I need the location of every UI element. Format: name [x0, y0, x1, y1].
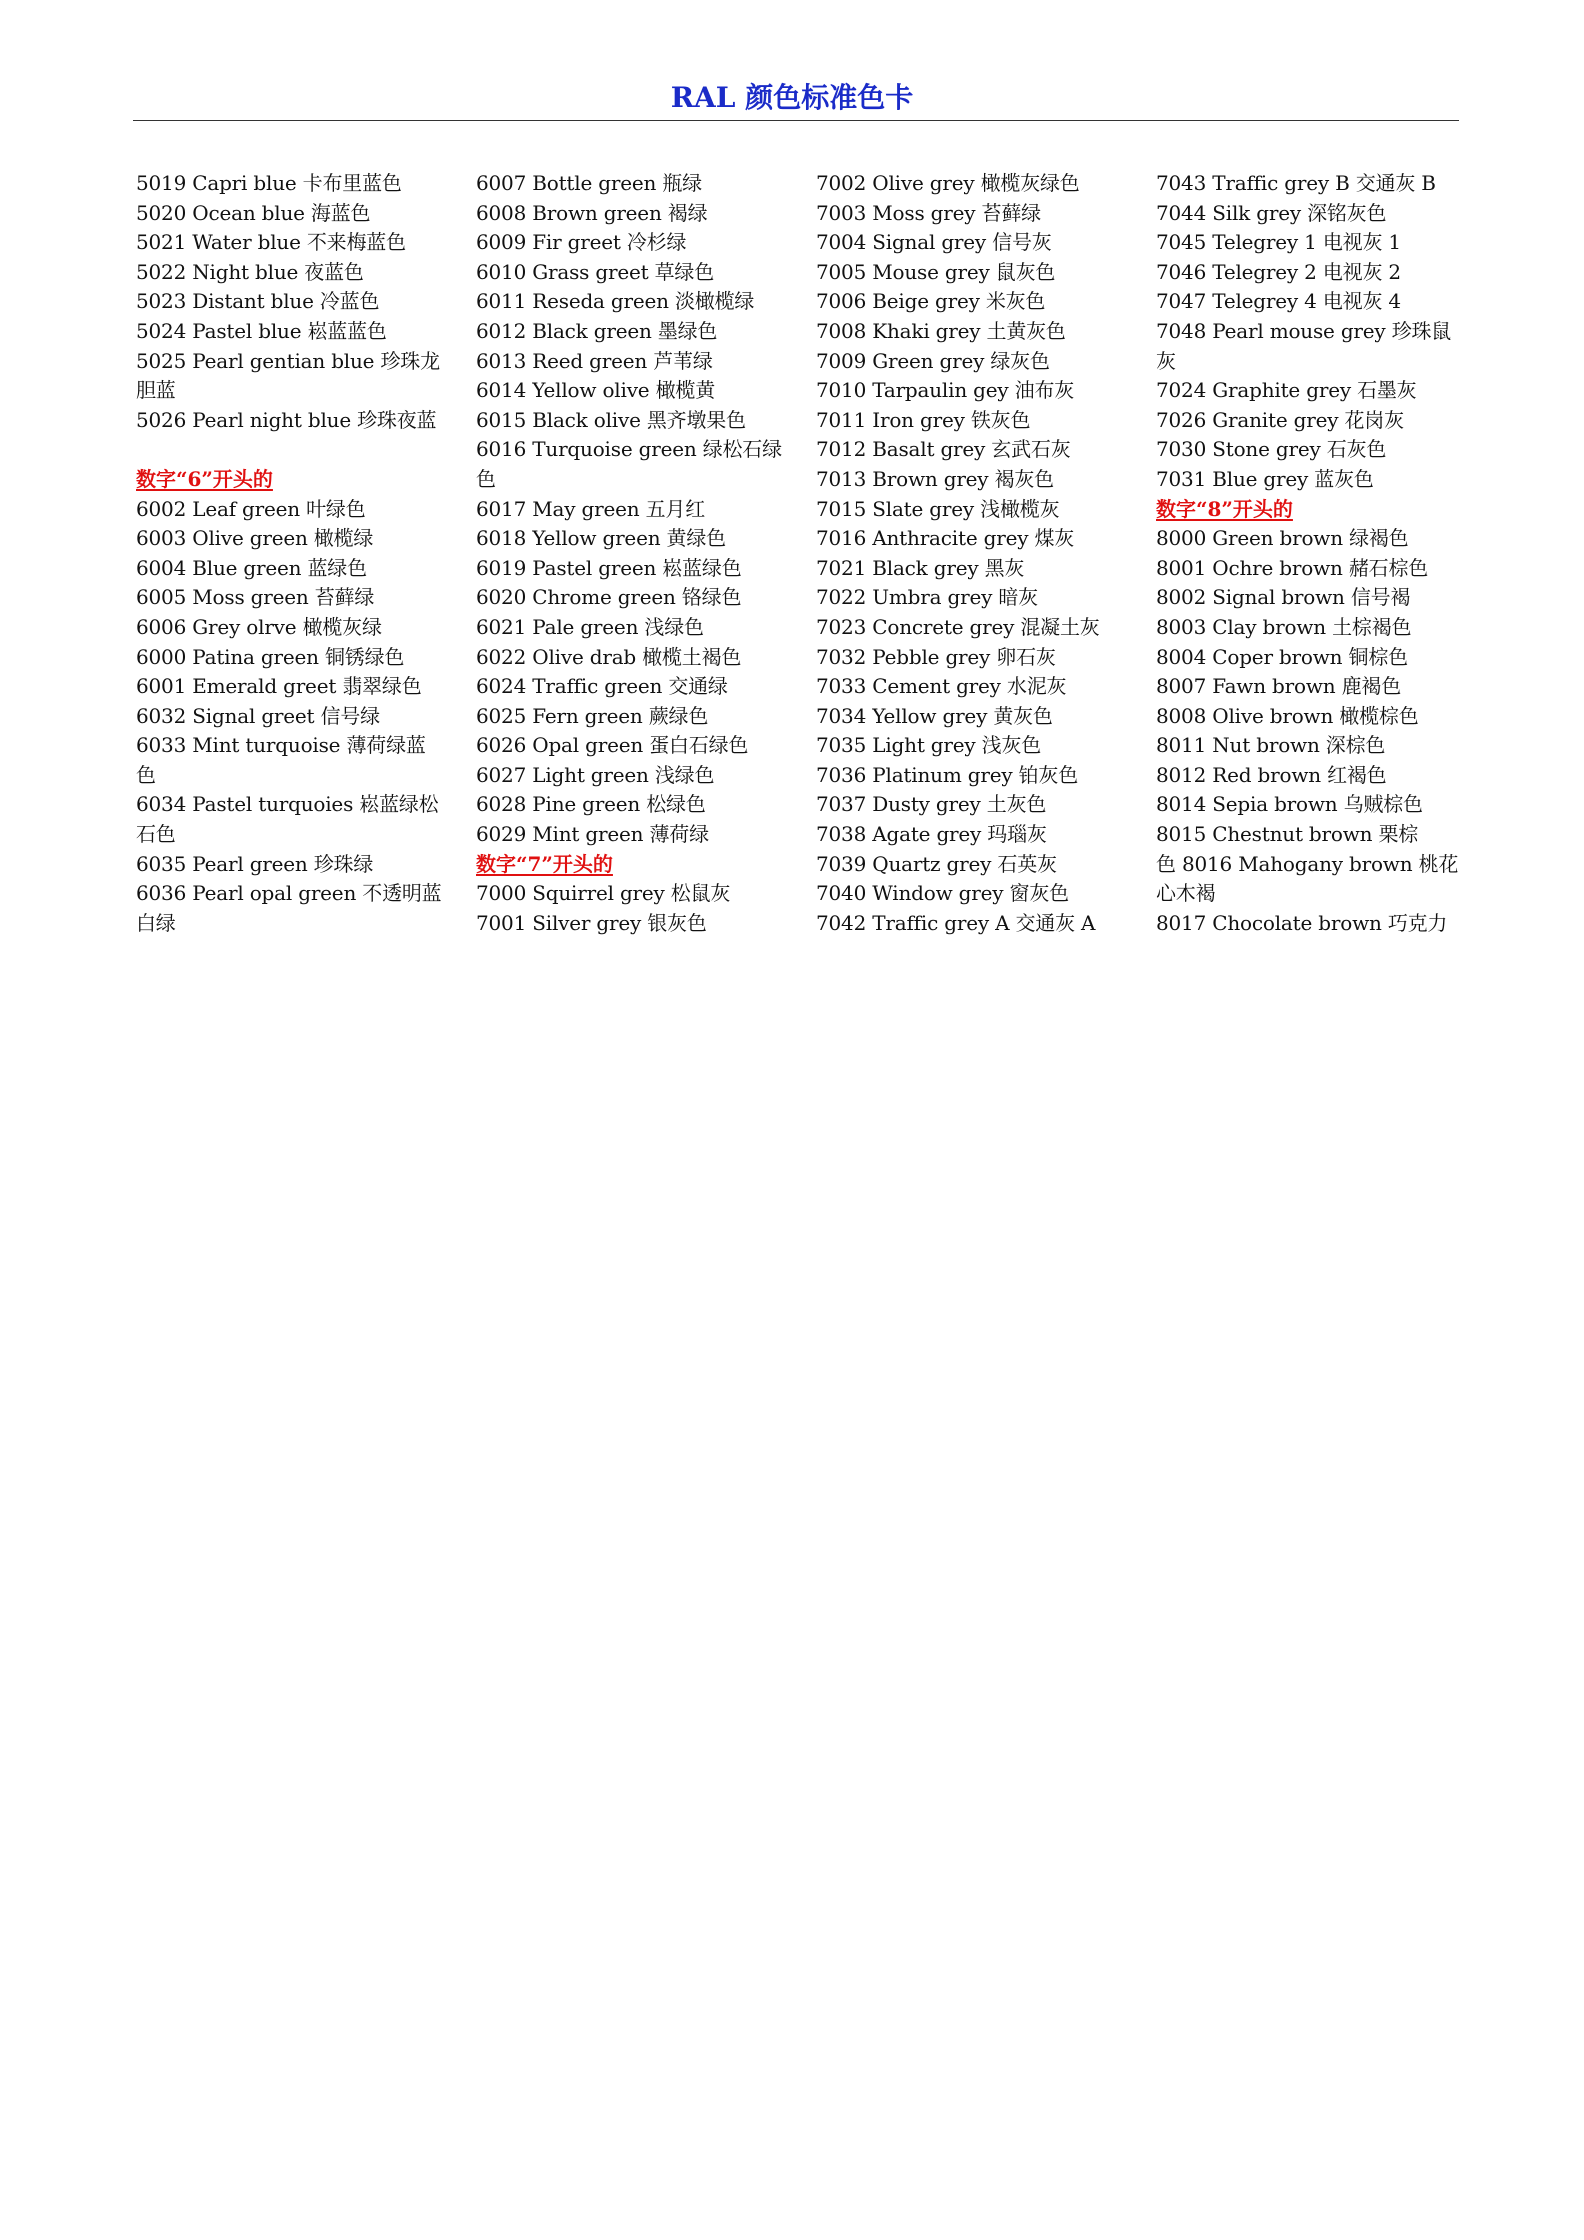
color-entry: 6024 Traffic green 交通绿	[476, 674, 728, 699]
color-entry: 6015 Black olive 黑齐墩果色	[476, 407, 746, 432]
color-entry: 6013 Reed green 芦苇绿	[476, 348, 713, 373]
color-entry: 6035 Pearl green 珍珠绿	[136, 851, 374, 876]
color-entry: 7032 Pebble grey 卵石灰	[816, 644, 1056, 669]
color-entry: 7039 Quartz grey 石英灰	[816, 851, 1057, 876]
color-entry: 6018 Yellow green 黄绿色	[476, 526, 726, 551]
color-entry: 7000 Squirrel grey 松鼠灰	[476, 881, 731, 906]
color-entry: 6009 Fir greet 冷杉绿	[476, 230, 687, 255]
color-column-2	[476, 169, 782, 938]
section-heading: 数字“6”开头的	[136, 466, 273, 491]
color-entry: 6032 Signal greet 信号绿	[136, 703, 380, 728]
blank-line	[136, 435, 436, 465]
color-entry: 色	[476, 466, 496, 491]
color-entry: 7034 Yellow grey 黄灰色	[816, 703, 1053, 728]
color-entry: 7036 Platinum grey 铂灰色	[816, 762, 1079, 787]
color-entry: 白绿	[136, 910, 176, 935]
color-entry: 7047 Telegrey 4 电视灰 4	[1156, 289, 1401, 314]
color-entry: 8012 Red brown 红褐色	[1156, 762, 1387, 787]
color-entry: 6016 Turquoise green 绿松石绿	[476, 437, 782, 462]
color-entry: 5023 Distant blue 冷蓝色	[136, 289, 380, 314]
color-entry: 5025 Pearl gentian blue 珍珠龙	[136, 348, 440, 373]
color-entry: 6020 Chrome green 铬绿色	[476, 585, 742, 610]
title-divider	[133, 120, 1459, 121]
color-entry: 7003 Moss grey 苔藓绿	[816, 200, 1041, 225]
color-entry: 6028 Pine green 松绿色	[476, 792, 706, 817]
color-entry: 7012 Basalt grey 玄武石灰	[816, 437, 1071, 462]
color-entry: 8001 Ochre brown 赭石棕色	[1156, 555, 1429, 580]
color-entry: 6006 Grey olrve 橄榄灰绿	[136, 614, 382, 639]
color-column-1	[136, 169, 442, 938]
color-entry: 8007 Fawn brown 鹿褐色	[1156, 674, 1402, 699]
color-entry: 5026 Pearl night blue 珍珠夜蓝	[136, 407, 437, 432]
color-entry: 8011 Nut brown 深棕色	[1156, 733, 1386, 758]
color-entry: 6019 Pastel green 崧蓝绿色	[476, 555, 742, 580]
color-entry: 7004 Signal grey 信号灰	[816, 230, 1052, 255]
color-entry: 6011 Reseda green 淡橄榄绿	[476, 289, 755, 314]
color-entry: 5024 Pastel blue 崧蓝蓝色	[136, 318, 387, 343]
color-entry: 7037 Dusty grey 土灰色	[816, 792, 1047, 817]
color-entry: 8003 Clay brown 土棕褐色	[1156, 614, 1412, 639]
color-entry: 7013 Brown grey 褐灰色	[816, 466, 1054, 491]
color-entry: 8008 Olive brown 橄榄棕色	[1156, 703, 1419, 728]
color-entry: 7040 Window grey 窗灰色	[816, 881, 1069, 906]
color-entry: 6033 Mint turquoise 薄荷绿蓝	[136, 733, 426, 758]
color-entry: 6022 Olive drab 橄榄土褐色	[476, 644, 742, 669]
color-entry: 8002 Signal brown 信号褐	[1156, 585, 1411, 610]
color-entry: 7044 Silk grey 深铭灰色	[1156, 200, 1387, 225]
color-entry: 7031 Blue grey 蓝灰色	[1156, 466, 1374, 491]
color-entry: 色	[136, 762, 156, 787]
color-entry: 5022 Night blue 夜蓝色	[136, 259, 364, 284]
color-entry: 7021 Black grey 黑灰	[816, 555, 1025, 580]
color-entry: 石色	[136, 822, 176, 847]
color-entry: 6010 Grass greet 草绿色	[476, 259, 715, 284]
color-entry: 6012 Black green 墨绿色	[476, 318, 718, 343]
color-entry: 7015 Slate grey 浅橄榄灰	[816, 496, 1060, 521]
color-entry: 7033 Cement grey 水泥灰	[816, 674, 1067, 699]
color-entry: 8000 Green brown 绿褐色	[1156, 526, 1409, 551]
color-entry: 6004 Blue green 蓝绿色	[136, 555, 367, 580]
section-heading: 数字“8”开头的	[1156, 496, 1293, 521]
color-entry: 7011 Iron grey 铁灰色	[816, 407, 1031, 432]
color-entry: 6017 May green 五月红	[476, 496, 705, 521]
color-entry: 7005 Mouse grey 鼠灰色	[816, 259, 1056, 284]
color-entry: 7046 Telegrey 2 电视灰 2	[1156, 259, 1401, 284]
color-entry: 7008 Khaki grey 土黄灰色	[816, 318, 1066, 343]
color-entry: 6008 Brown green 褐绿	[476, 200, 708, 225]
color-entry: 5019 Capri blue 卡布里蓝色	[136, 171, 402, 195]
color-entry: 灰	[1156, 348, 1176, 373]
page-title: RAL 颜色标准色卡	[670, 81, 914, 114]
color-entry: 7048 Pearl mouse grey 珍珠鼠	[1156, 318, 1452, 343]
color-entry: 7016 Anthracite grey 煤灰	[816, 526, 1075, 551]
color-entry: 7024 Graphite grey 石墨灰	[1156, 378, 1417, 403]
color-entry: 7001 Silver grey 银灰色	[476, 910, 707, 935]
color-entry: 7030 Stone grey 石灰色	[1156, 437, 1387, 462]
color-entry: 7009 Green grey 绿灰色	[816, 348, 1050, 373]
color-entry: 6029 Mint green 薄荷绿	[476, 822, 709, 847]
color-entry: 5021 Water blue 不来梅蓝色	[136, 230, 406, 255]
section-heading: 数字“7”开头的	[476, 851, 613, 876]
color-entry: 色 8016 Mahogany brown 桃花	[1156, 851, 1459, 876]
color-entry: 8004 Coper brown 铜棕色	[1156, 644, 1408, 669]
color-entry: 7023 Concrete grey 混凝土灰	[816, 614, 1100, 639]
color-entry: 7010 Tarpaulin gey 油布灰	[816, 378, 1075, 403]
color-entry: 6025 Fern green 蕨绿色	[476, 703, 709, 728]
color-entry: 5020 Ocean blue 海蓝色	[136, 200, 371, 225]
color-entry: 7022 Umbra grey 暗灰	[816, 585, 1038, 610]
color-entry: 6001 Emerald greet 翡翠绿色	[136, 674, 422, 699]
color-entry: 8014 Sepia brown 乌贼棕色	[1156, 792, 1423, 817]
color-entry: 7045 Telegrey 1 电视灰 1	[1156, 230, 1401, 255]
color-entry: 胆蓝	[136, 378, 176, 403]
color-entry: 7043 Traffic grey B 交通灰 B	[1156, 171, 1436, 195]
color-entry: 6036 Pearl opal green 不透明蓝	[136, 881, 442, 906]
color-entry: 7038 Agate grey 玛瑙灰	[816, 822, 1047, 847]
color-entry: 6026 Opal green 蛋白石绿色	[476, 733, 749, 758]
color-entry: 6005 Moss green 苔藓绿	[136, 585, 375, 610]
color-entry: 6034 Pastel turquoies 崧蓝绿松	[136, 792, 439, 817]
color-entry: 6021 Pale green 浅绿色	[476, 614, 704, 639]
color-entry: 8017 Chocolate brown 巧克力	[1156, 910, 1448, 935]
color-entry: 7006 Beige grey 米灰色	[816, 289, 1046, 314]
color-entry: 6014 Yellow olive 橄榄黄	[476, 378, 715, 403]
color-entry: 6000 Patina green 铜锈绿色	[136, 644, 405, 669]
color-entry: 7002 Olive grey 橄榄灰绿色	[816, 171, 1080, 195]
color-entry: 7026 Granite grey 花岗灰	[1156, 407, 1404, 432]
color-entry: 7035 Light grey 浅灰色	[816, 733, 1042, 758]
color-entry: 6002 Leaf green 叶绿色	[136, 496, 366, 521]
color-entry: 心木褐	[1156, 881, 1216, 906]
color-column-4	[1156, 169, 1461, 938]
color-entry: 6003 Olive green 橄榄绿	[136, 526, 374, 551]
color-entry: 7042 Traffic grey A 交通灰 A	[816, 910, 1096, 935]
color-entry: 8015 Chestnut brown 栗棕	[1156, 822, 1419, 847]
color-column-3	[816, 169, 1116, 938]
color-entry: 6027 Light green 浅绿色	[476, 762, 715, 787]
color-entry: 6007 Bottle green 瓶绿	[476, 171, 702, 195]
